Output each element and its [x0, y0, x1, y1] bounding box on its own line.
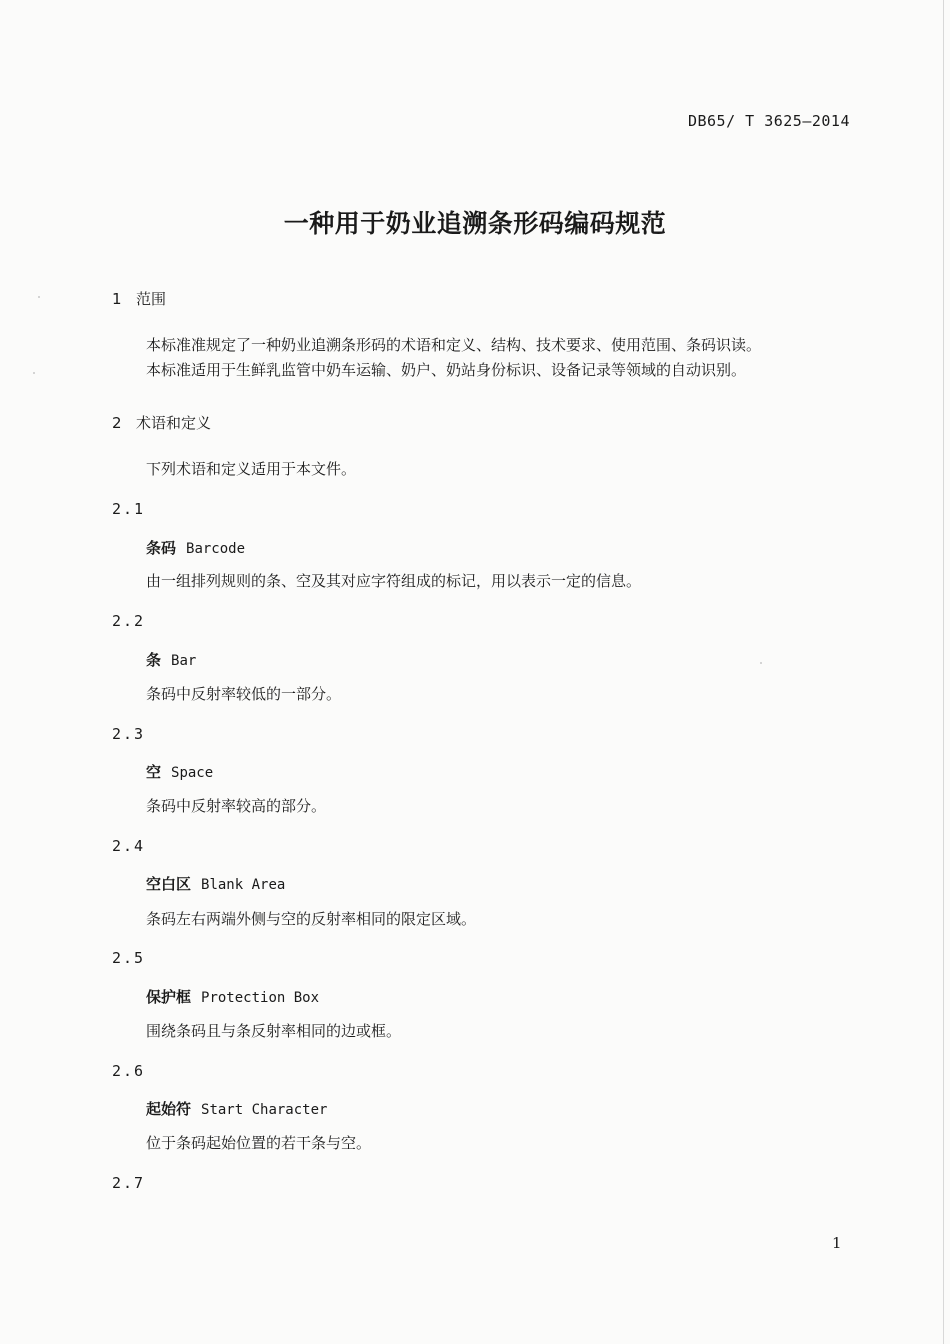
term-entry — [146, 1098, 327, 1119]
document-code: DB65/ T 3625—2014 — [687, 112, 850, 130]
term-english: Space — [171, 765, 214, 781]
clause-number: 2.4 — [112, 837, 146, 855]
term-entry — [146, 649, 196, 670]
term-definition: 位于条码起始位置的若干条与空。 — [146, 1134, 372, 1152]
term-chinese: 条码 — [146, 539, 177, 557]
clause-number: 2.3 — [112, 725, 146, 743]
term-definition: 条码中反射率较低的一部分。 — [146, 685, 342, 703]
scan-edge-line — [943, 0, 944, 1344]
section-title: 术语和定义 — [136, 414, 212, 432]
clause-number: 2.1 — [112, 500, 146, 518]
term-english: Protection Box — [201, 990, 320, 1006]
term-english: Start Character — [201, 1102, 328, 1118]
clause-number: 2.7 — [112, 1174, 146, 1192]
scan-speck — [38, 296, 40, 298]
term-chinese: 空白区 — [146, 875, 192, 893]
term-chinese: 起始符 — [146, 1100, 192, 1118]
section-number: 2 — [112, 414, 122, 432]
term-chinese: 条 — [146, 651, 162, 669]
scope-paragraph-1: 本标准准规定了一种奶业追溯条形码的术语和定义、结构、技术要求、使用范围、条码识读。 — [146, 336, 762, 354]
clause-number: 2.6 — [112, 1062, 146, 1080]
page-number: 1 — [832, 1234, 842, 1252]
term-chinese: 保护框 — [146, 988, 192, 1006]
document-title: 一种用于奶业追溯条形码编码规范 — [283, 209, 667, 238]
scope-paragraph-2: 本标准适用于生鲜乳监管中奶车运输、奶户、奶站身份标识、设备记录等领域的自动识别。 — [146, 361, 747, 379]
term-english: Blank Area — [201, 877, 286, 893]
section-heading-scope — [112, 288, 166, 309]
scan-speck — [760, 662, 762, 664]
clause-number: 2.2 — [112, 612, 146, 630]
term-entry — [146, 537, 245, 558]
term-english: Bar — [171, 653, 197, 669]
section-heading-terms — [112, 412, 211, 433]
term-entry — [146, 986, 319, 1007]
section-title: 范围 — [136, 290, 167, 308]
term-definition: 由一组排列规则的条、空及其对应字符组成的标记，用以表示一定的信息。 — [146, 572, 642, 590]
terms-intro: 下列术语和定义适用于本文件。 — [146, 460, 357, 478]
section-number: 1 — [112, 290, 122, 308]
term-definition: 围绕条码且与条反射率相同的边或框。 — [146, 1022, 402, 1040]
clause-number: 2.5 — [112, 949, 146, 967]
term-chinese: 空 — [146, 763, 162, 781]
term-definition: 条码中反射率较高的部分。 — [146, 797, 327, 815]
term-definition: 条码左右两端外侧与空的反射率相同的限定区域。 — [146, 910, 477, 928]
term-english: Barcode — [186, 541, 246, 557]
term-entry — [146, 873, 285, 894]
term-entry — [146, 761, 213, 782]
scan-speck — [33, 372, 35, 374]
